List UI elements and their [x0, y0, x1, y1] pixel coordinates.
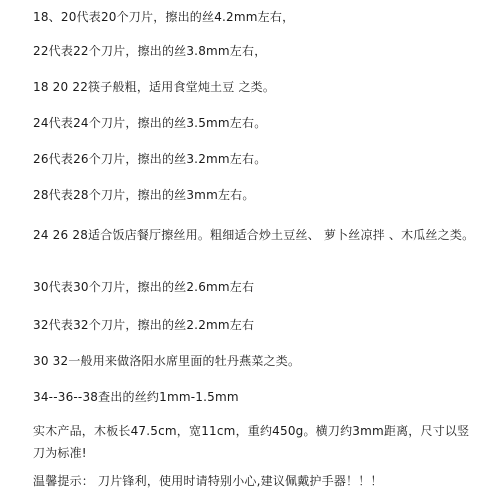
text-paragraph-12: 实木产品，木板长47.5cm，宽11cm，重约450g。横刀约3mm距离，尺寸以竖刀为标准! — [33, 424, 470, 460]
text-line-2: 22代表22个刀片，擦出的丝3.8mm左右， — [33, 44, 267, 58]
text-line-5: 26代表26个刀片，擦出的丝3.2mm左右。 — [33, 152, 267, 166]
text-line-11: 34--36--38查出的丝约1mm-1.5mm — [33, 390, 239, 404]
text-line-1: 18、20代表20个刀片，擦出的丝4.2mm左右， — [33, 10, 295, 24]
text-line-9: 32代表32个刀片，擦出的丝2.2mm左右 — [33, 318, 255, 332]
text-line-3: 18 20 22筷子般粗，适用食堂炖土豆 之类。 — [33, 80, 276, 94]
text-paragraph-7: 24 26 28适合饭店餐厅擦丝用。粗细适合炒土豆丝、 萝卜丝凉拌 、木瓜丝之类。 — [33, 228, 475, 242]
text-line-4: 24代表24个刀片，擦出的丝3.5mm左右。 — [33, 116, 267, 130]
text-line-8: 30代表30个刀片，擦出的丝2.6mm左右 — [33, 280, 255, 294]
text-line-6: 28代表28个刀片，擦出的丝3mm左右。 — [33, 188, 255, 202]
warning-line: 温馨提示： 刀片锋利，使用时请特别小心,建议佩戴护手器！！！ — [33, 474, 383, 488]
text-line-10: 30 32一般用来做洛阳水席里面的牡丹燕菜之类。 — [33, 354, 301, 368]
